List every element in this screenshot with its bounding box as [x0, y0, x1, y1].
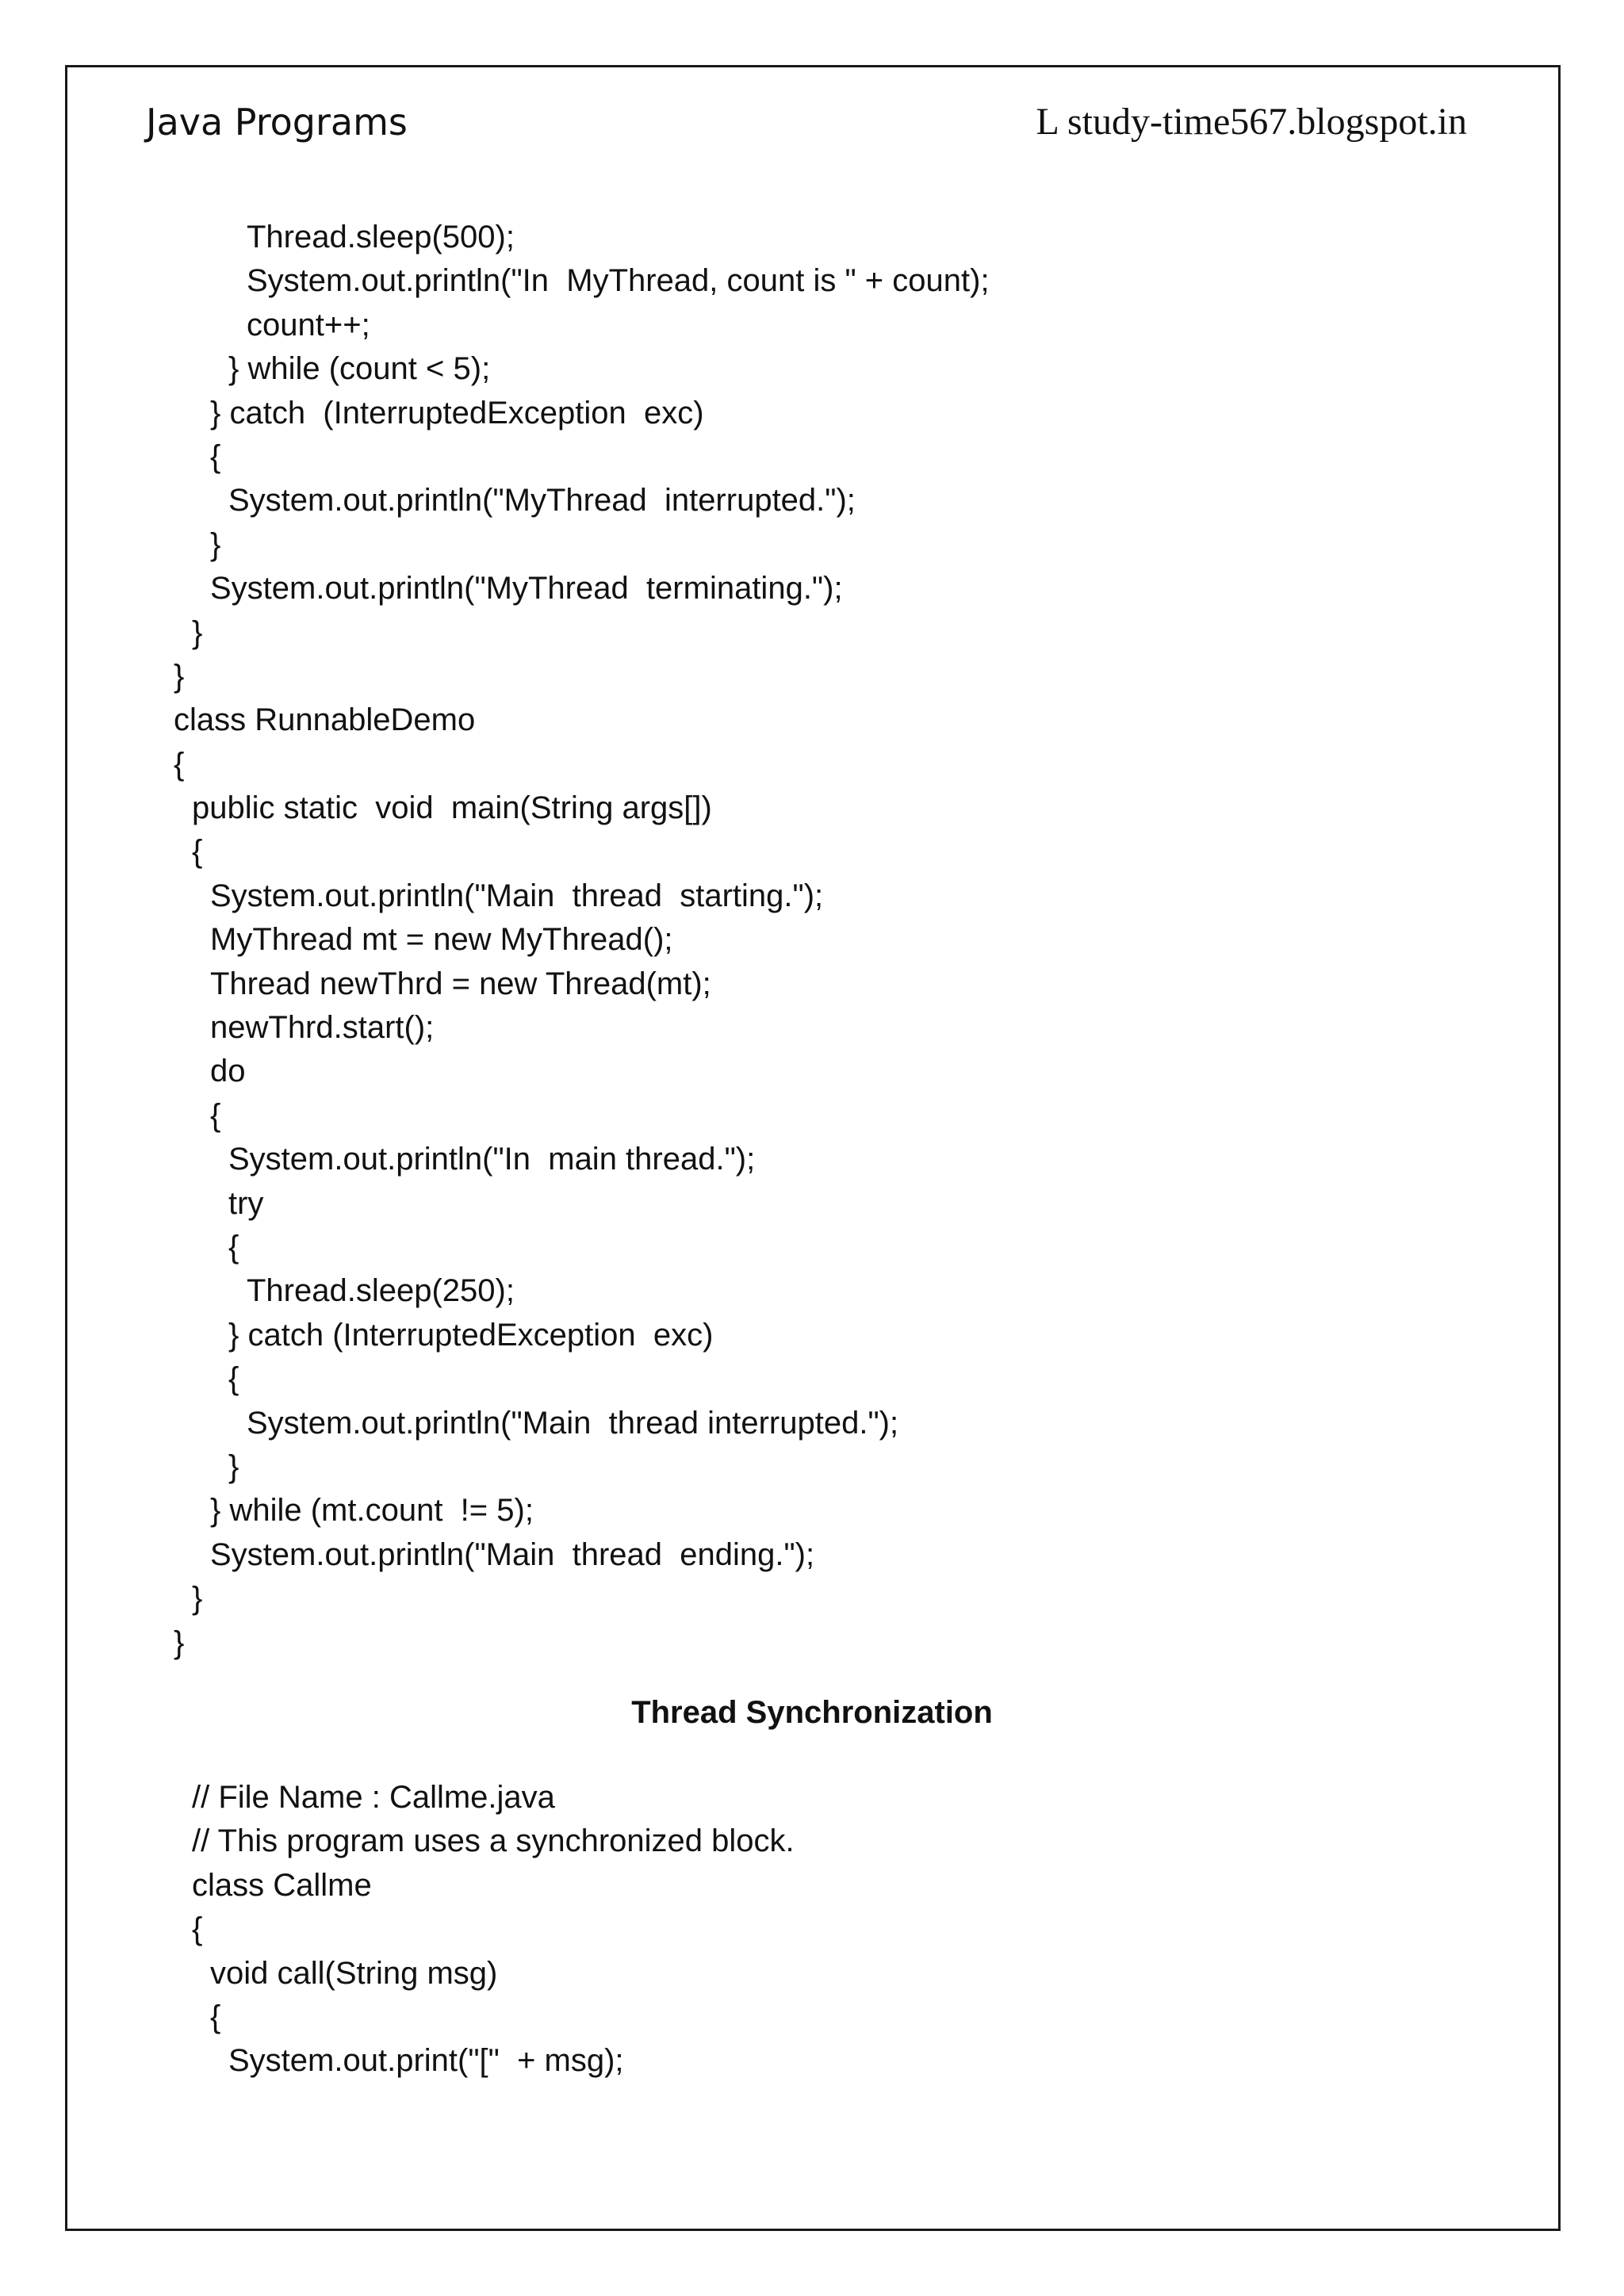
code-line: System.out.println("Main thread starting.");	[210, 878, 824, 913]
code-line: // This program uses a synchronized block.	[192, 1823, 795, 1859]
code-line: System.out.print("[" + msg);	[228, 2043, 624, 2079]
code-line: {	[228, 1229, 239, 1265]
code-line: Thread.sleep(250);	[247, 1273, 515, 1309]
code-line: {	[192, 1911, 203, 1947]
code-line: }	[228, 1448, 239, 1484]
code-line: }	[174, 658, 185, 694]
code-line: System.out.println("MyThread terminating.");	[210, 571, 843, 607]
section-title: Thread Synchronization	[631, 1695, 993, 1730]
code-block-runnable-demo	[0, 216, 1624, 1665]
code-line: {	[174, 746, 185, 782]
code-line: } while (mt.count != 5);	[210, 1493, 534, 1529]
code-line: {	[210, 438, 221, 474]
code-line: public static void main(String args[])	[192, 790, 712, 826]
code-line: {	[228, 1361, 239, 1397]
code-line: class Callme	[192, 1867, 372, 1903]
code-line: {	[210, 1097, 221, 1133]
code-line: }	[192, 1581, 203, 1617]
code-line: do	[210, 1054, 246, 1089]
code-line: {	[210, 1999, 221, 2034]
code-line: }	[192, 614, 203, 650]
code-line: } catch (InterruptedException exc)	[210, 395, 704, 430]
code-line: Thread newThrd = new Thread(mt);	[210, 966, 711, 1001]
code-line: try	[228, 1185, 264, 1221]
code-line: newThrd.start();	[210, 1010, 435, 1046]
code-line: }	[174, 1624, 185, 1660]
code-line: Thread.sleep(500);	[247, 220, 515, 254]
code-line: System.out.println("Main thread ending.");	[210, 1536, 815, 1572]
header-site: L study-time567.blogspot.in	[1036, 101, 1467, 143]
code-line: } while (count < 5);	[228, 351, 491, 387]
code-line: void call(String msg)	[210, 1955, 498, 1991]
code-line: System.out.println("In main thread.");	[228, 1142, 756, 1177]
header-title: Java Programs	[146, 101, 408, 144]
code-line: count++;	[247, 307, 370, 342]
code-line: System.out.println("MyThread interrupted.");	[228, 483, 856, 519]
code-line: class RunnableDemo	[174, 702, 476, 738]
code-line: }	[210, 526, 221, 562]
code-line: {	[192, 834, 203, 870]
code-line: MyThread mt = new MyThread();	[210, 922, 673, 958]
code-line: System.out.println("In MyThread, count is " + count);	[247, 263, 990, 299]
code-block-callme	[0, 1776, 1624, 2084]
code-line: System.out.println("Main thread interrupted.");	[247, 1405, 899, 1441]
code-line: } catch (InterruptedException exc)	[228, 1317, 714, 1353]
code-line: // File Name : Callme.java	[192, 1780, 555, 1815]
